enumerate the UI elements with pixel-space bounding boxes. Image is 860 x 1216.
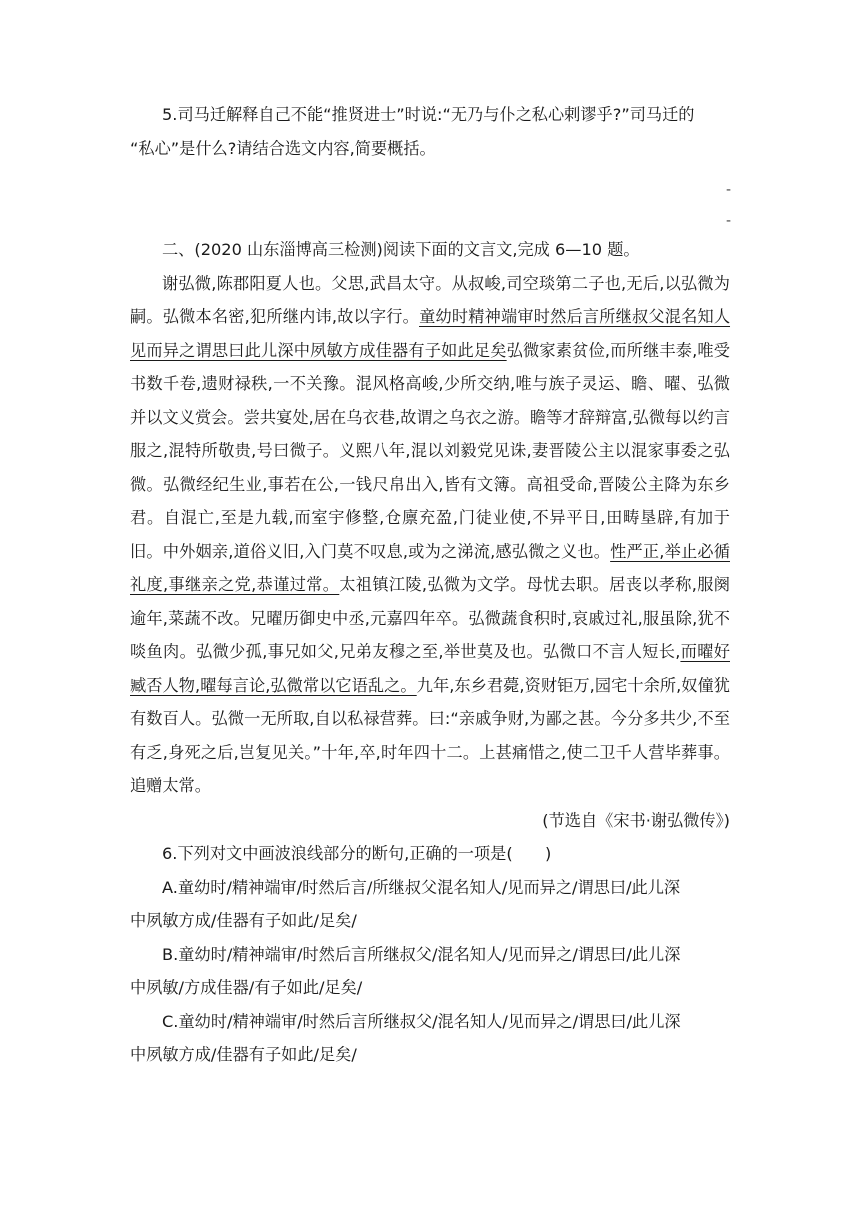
- classical-passage: [130, 267, 730, 803]
- option-b-line-1: B.童幼时/精神端审/时然后言所继叔父/混名知人/见而异之/谓思曰/此儿深: [162, 944, 681, 964]
- passage-segment: 弘微家素贫俭,而所继丰泰,唯受书数千卷,遗财禄秩,一不关豫。混风格高峻,少所交纳,唯与族子灵运、瞻、曜、弘微并以文义赏会。尝共宴处,居在乌衣巷,故谓之乌衣之游。瞻等才辞辩富,弘微每以约言服之,混特所敬贵,号曰微子。义熙八年,混以刘毅党见诛,妻晋陵公主以混家事委之弘微。弘微经纪生业,事若在公,一钱尺帛出入,皆有文簿。高祖受命,晋陵公主降为东乡君。自混亡,至是九载,而室宇修整,仓廪充盈,门徒业使,不异平日,田畴垦辟,有加于旧。中外姻亲,道俗义旧,入门莫不叹息,或为之涕流,感弘微之义也。: [130, 340, 730, 561]
- document-body: [130, 98, 730, 1072]
- option-a-line-2: 中夙敏方成/佳器有子如此/足矣/: [130, 911, 357, 930]
- passage-segment: 九年,东乡君薨,资财钜万,园宅十余所,奴僮犹有数百人。弘微一无所取,自以私禄营葬。曰:“亲戚争财,为鄙之甚。今分多共少,不至有乏,身死之后,岂复见关。”十年,卒,时年四十二。上甚痛惜之,使二卫千人营毕葬事。追赠太常。: [130, 675, 730, 795]
- passage-segment: 太祖镇江陵,弘微为文学。母忧去职。居丧以孝称,服阕逾年,菜蔬不改。兄曜历御史中丞,元嘉四年卒。弘微蔬食积时,哀戚过礼,服虽除,犹不啖鱼肉。弘微少孤,事兄如父,兄弟友穆之至,举世莫及也。弘微口不言人短长,: [130, 575, 730, 661]
- question-5-line-1: 5.司马迁解释自己不能“推贤进士”时说:“无乃与仆之私心剌谬乎?”司马迁的: [162, 105, 695, 124]
- answer-space: [130, 165, 730, 233]
- question-6-stem: 6.下列对文中画波浪线部分的断句,正确的一项是( ): [162, 844, 552, 863]
- option-c-line-1: C.童幼时/精神端审/时然后言所继叔父/混名知人/见而异之/谓思曰/此儿深: [162, 1011, 681, 1031]
- passage-source: (节选自《宋书·谢弘微传》): [542, 810, 730, 830]
- option-c-line-2: 中夙敏方成/佳器有子如此/足矣/: [130, 1045, 357, 1064]
- passage-segment: 谢弘微,陈郡阳夏人也。父思,武昌太守。从叔峻,司空琰第二子也,无后,以弘微为嗣。弘微本名密,犯所继内讳,故以字行。: [130, 273, 730, 326]
- option-a-line-1: A.童幼时/精神端审/时然后言/所继叔父混名知人/见而异之/谓思曰/此儿深: [162, 877, 681, 897]
- wavy-underlined-segment: 童幼时精神端审时然后言所继叔父混名知人见而异之谓思曰此儿深中夙敏方成佳器有子如此足矣: [130, 307, 731, 360]
- underlined-sentence: 而曜好臧否人物,曜每言论,弘微常以它语乱之。: [130, 642, 730, 695]
- question-5: [130, 98, 730, 165]
- underlined-sentence: 性严正,举止必循礼度,事继亲之党,恭谨过常。: [130, 541, 730, 594]
- question-5-line-2: “私心”是什么?请结合选文内容,简要概括。: [130, 138, 436, 158]
- question-6: [130, 837, 730, 1072]
- answer-line-mark: -: [726, 213, 732, 229]
- answer-line-mark: -: [726, 182, 732, 198]
- section-2-heading: 二、(2020 山东淄博高三检测)阅读下面的文言文,完成 6—10 题。: [162, 240, 640, 259]
- option-b-line-2: 中夙敏/方成佳器/有子如此/足矣/: [130, 978, 363, 997]
